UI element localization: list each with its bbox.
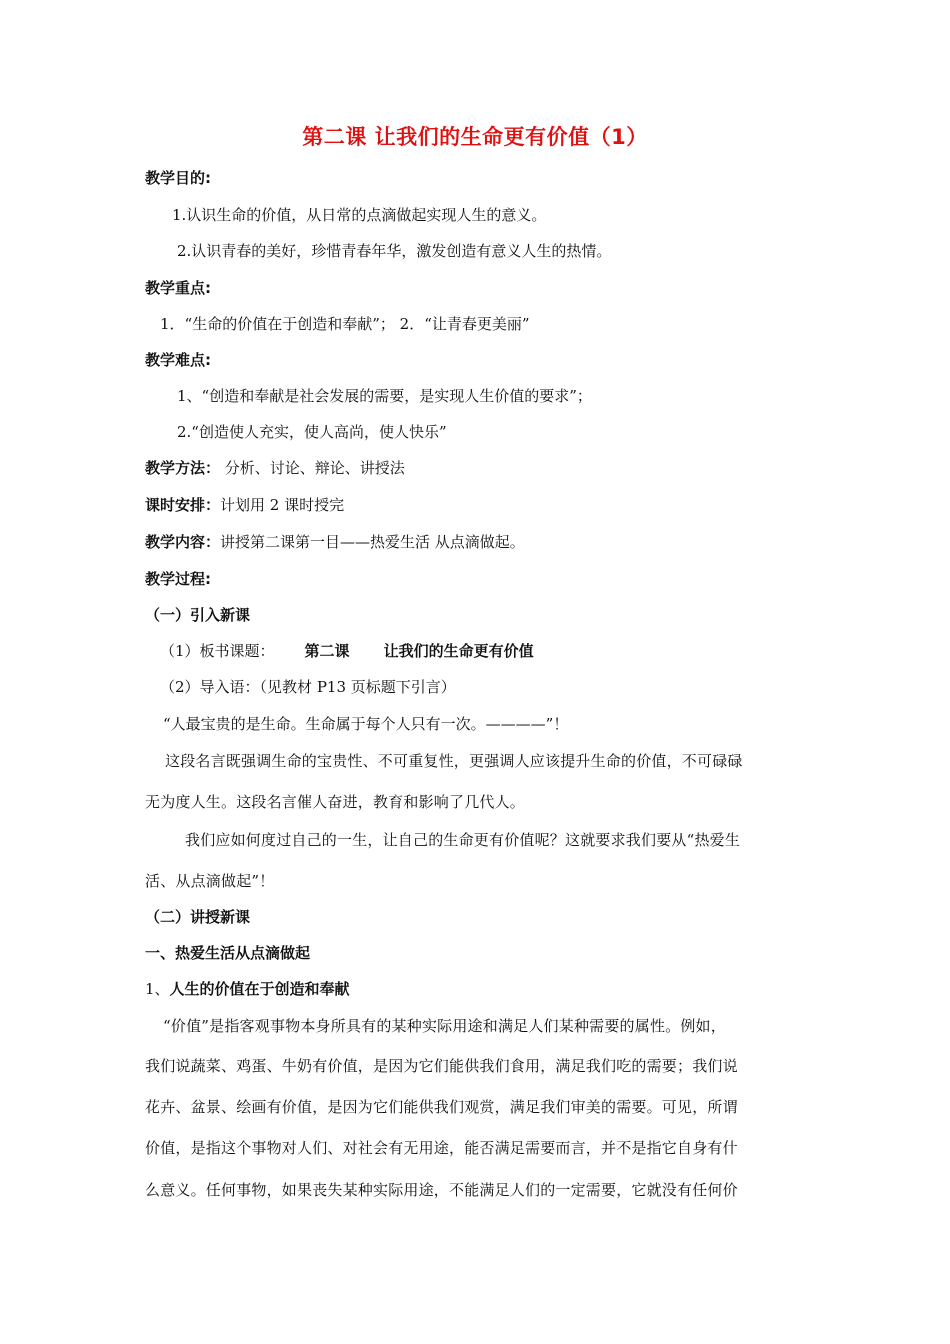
para3-line2: 我们说蔬菜、鸡蛋、牛奶有价值，是因为它们能供我们食用，满足我们吃的需要；我们说 bbox=[145, 1057, 738, 1075]
process-heading: 教学过程: bbox=[145, 570, 211, 588]
content-line bbox=[145, 532, 525, 552]
para1-line2: 无为度人生。这段名言催人奋进，教育和影响了几代人。 bbox=[145, 793, 526, 811]
method-label: 教学方法： bbox=[145, 459, 221, 477]
board-title-line bbox=[160, 641, 534, 661]
subsection-1-title: 人生的价值在于创造和奉献 bbox=[169, 980, 350, 998]
para3-line4: 价值，是指这个事物对人们、对社会有无用途，能否满足需要而言，并不是指它自身有什 bbox=[145, 1139, 738, 1157]
para1-line1: 这段名言既强调生命的宝贵性、不可重复性，更强调人应该提升生命的价值，不可碌碌 bbox=[165, 752, 743, 770]
objective-item-1: 1.认识生命的价值，从日常的点滴做起实现人生的意义。 bbox=[172, 206, 547, 224]
quote-line: “人最宝贵的是生命。生命属于每个人只有一次。————”！ bbox=[163, 715, 569, 733]
schedule-label: 课时安排： bbox=[145, 496, 221, 514]
para3-line5: 么意义。任何事物，如果丧失某种实际用途，不能满足人们的一定需要，它就没有任何价 bbox=[145, 1181, 738, 1199]
key-points-heading: 教学重点: bbox=[145, 279, 211, 297]
subsection-1-number: 1、 bbox=[145, 980, 170, 998]
difficulties-heading: 教学难点: bbox=[145, 351, 211, 369]
para2-line1: 我们应如何度过自己的一生，让自己的生命更有价值呢？这就要求我们要从“热爱生 bbox=[185, 831, 741, 849]
content-label: 教学内容： bbox=[145, 533, 221, 551]
section-2-heading: （二）讲授新课 bbox=[145, 908, 251, 926]
objectives-heading: 教学目的: bbox=[145, 169, 211, 187]
method-line bbox=[145, 458, 405, 478]
para3-line1: “价值”是指客观事物本身所具有的某种实际用途和满足人们某种需要的属性。例如， bbox=[163, 1017, 726, 1035]
part-1-heading: 一、热爱生活从点滴做起 bbox=[145, 944, 311, 962]
difficulty-item-2: 2.“创造使人充实，使人高尚，使人快乐” bbox=[177, 423, 447, 441]
content-value: 讲授第二课第一目——热爱生活 从点滴做起。 bbox=[220, 533, 525, 551]
objective-item-2: 2.认识青春的美好，珍惜青春年华，激发创造有意义人生的热情。 bbox=[177, 242, 612, 260]
board-title: 让我们的生命更有价值 bbox=[383, 642, 534, 660]
intro-line: （2）导入语：（见教材 P13 页标题下引言） bbox=[160, 678, 456, 696]
method-value: 分析、讨论、辩论、讲授法 bbox=[220, 459, 405, 477]
subsection-1-heading bbox=[145, 979, 350, 999]
page-title: 第二课 让我们的生命更有价值（1） bbox=[302, 125, 648, 149]
difficulty-item-1: 1、“创造和奉献是社会发展的需要，是实现人生价值的要求”； bbox=[177, 387, 592, 405]
schedule-line bbox=[145, 495, 344, 515]
para3-line3: 花卉、盆景、绘画有价值，是因为它们能供我们观赏，满足我们审美的需要。可见，所谓 bbox=[145, 1098, 738, 1116]
board-label: （1）板书课题： bbox=[160, 642, 275, 660]
board-lesson: 第二课 bbox=[304, 642, 350, 660]
schedule-value: 计划用 2 课时授完 bbox=[220, 496, 345, 514]
section-1-heading: （一）引入新课 bbox=[145, 606, 251, 624]
key-points-text: 1．“生命的价值在于创造和奉献”； 2．“让青春更美丽” bbox=[160, 315, 530, 333]
para2-line2: 活、从点滴做起”！ bbox=[145, 872, 275, 890]
